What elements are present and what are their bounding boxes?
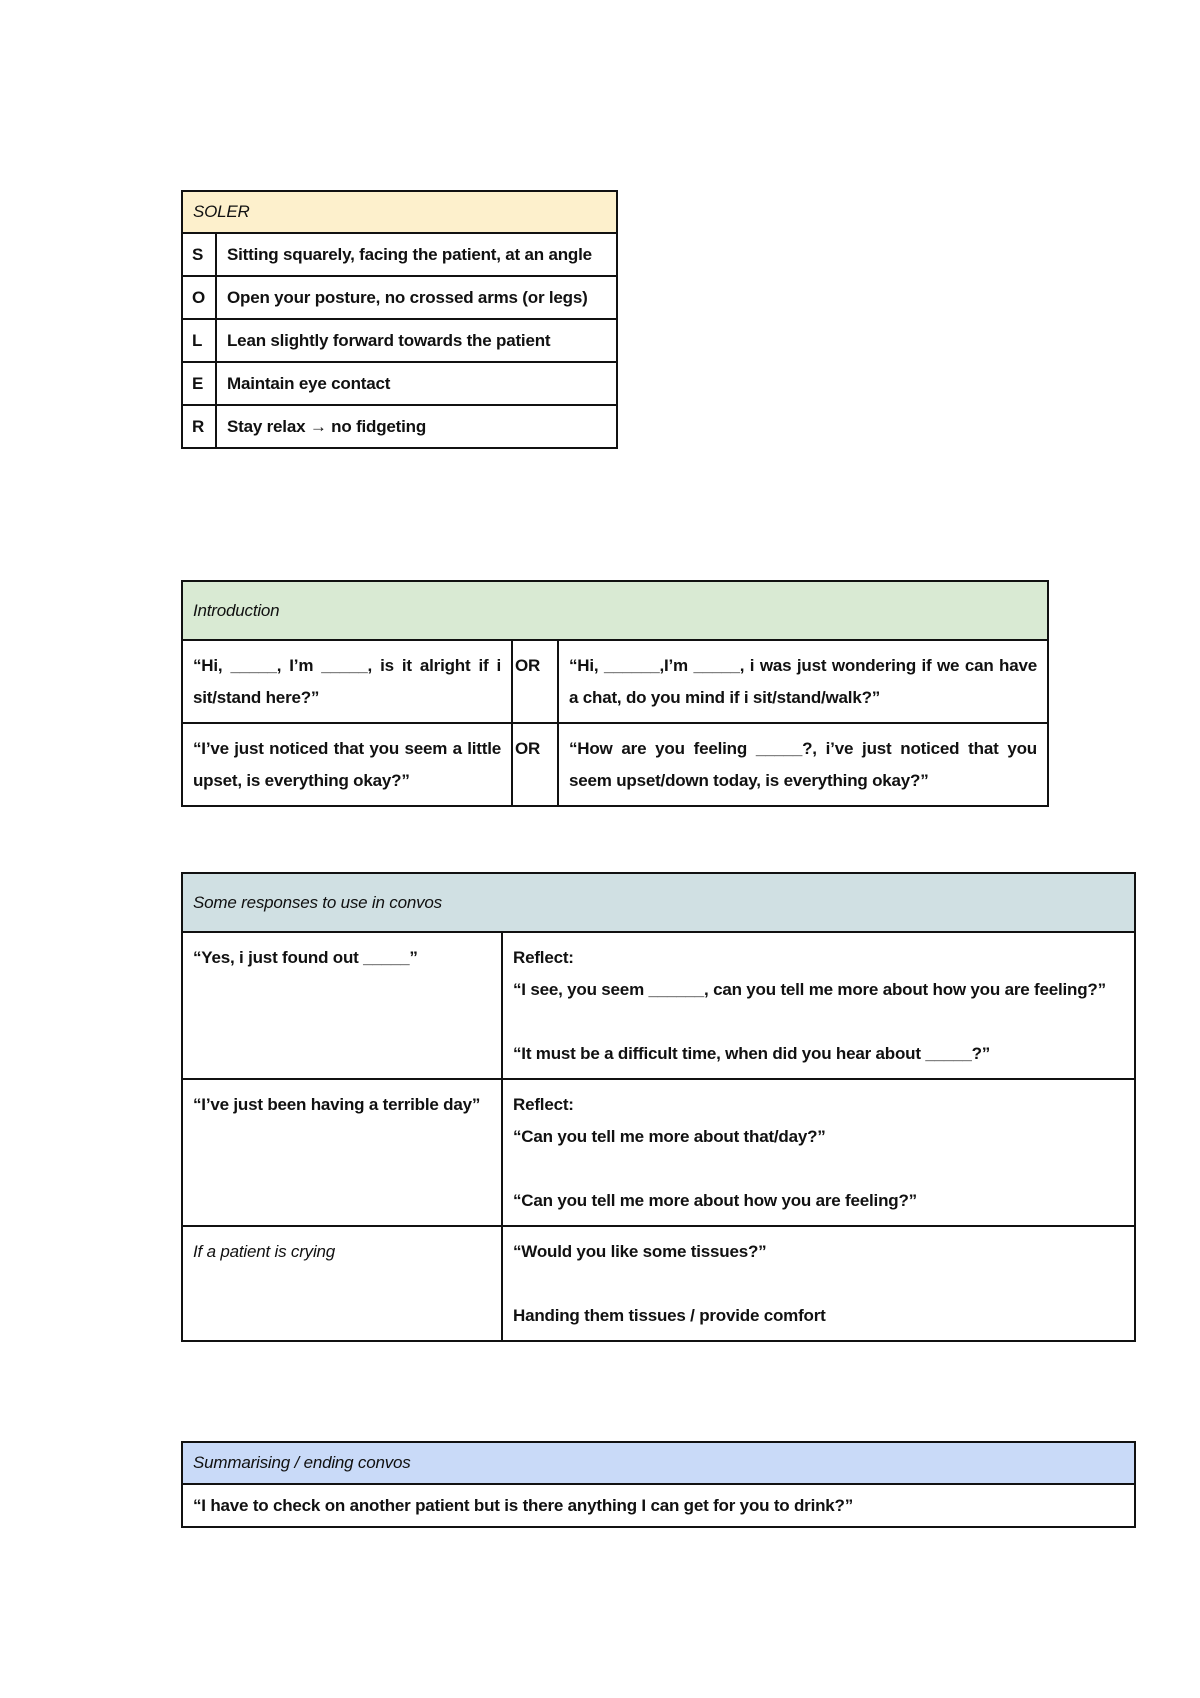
soler-header-row [182, 191, 617, 233]
introduction-row [182, 640, 1048, 723]
soler-row [182, 276, 617, 319]
summary-row [182, 1484, 1135, 1527]
response-line: “Can you tell me more about that/day?” [513, 1127, 826, 1146]
soler-letter: E [182, 362, 216, 405]
responses-header-row [182, 873, 1135, 932]
suggested-response [502, 932, 1135, 1079]
response-line: “It must be a difficult time, when did you hear about _____?” [513, 1044, 991, 1063]
responses-table [181, 872, 1136, 1342]
summary-text: “I have to check on another patient but is there anything I can get for you to drink?” [182, 1484, 1135, 1527]
introduction-right-phrase: “How are you feeling _____?, i’ve just noticed that you seem upset/down today, is everything okay?” [558, 723, 1048, 806]
introduction-header: Introduction [182, 581, 1048, 640]
introduction-left-phrase: “Hi, _____, I’m _____, is it alright if i sit/stand here?” [182, 640, 512, 723]
introduction-header-row [182, 581, 1048, 640]
response-line: Handing them tissues / provide comfort [513, 1306, 826, 1325]
response-title: Reflect: [513, 948, 574, 967]
soler-letter: R [182, 405, 216, 448]
soler-row [182, 362, 617, 405]
soler-text: Open your posture, no crossed arms (or legs) [216, 276, 617, 319]
soler-text: Maintain eye contact [216, 362, 617, 405]
introduction-row [182, 723, 1048, 806]
patient-statement: “Yes, i just found out _____” [182, 932, 502, 1079]
response-line: “Can you tell me more about how you are feeling?” [513, 1191, 917, 1210]
soler-row [182, 319, 617, 362]
summary-table [181, 1441, 1136, 1528]
soler-text: Stay relax → no fidgeting [216, 405, 617, 448]
soler-letter: O [182, 276, 216, 319]
suggested-response [502, 1079, 1135, 1226]
response-line: “I see, you seem ______, can you tell me more about how you are feeling?” [513, 980, 1106, 999]
response-row [182, 1226, 1135, 1341]
introduction-table [181, 580, 1049, 807]
soler-text: Lean slightly forward towards the patient [216, 319, 617, 362]
suggested-response [502, 1226, 1135, 1341]
response-row [182, 932, 1135, 1079]
or-label: OR [512, 723, 558, 806]
soler-row [182, 233, 617, 276]
response-line: “Would you like some tissues?” [513, 1242, 767, 1261]
or-label: OR [512, 640, 558, 723]
introduction-left-phrase: “I’ve just noticed that you seem a little upset, is everything okay?” [182, 723, 512, 806]
responses-header: Some responses to use in convos [182, 873, 1135, 932]
patient-situation: If a patient is crying [182, 1226, 502, 1341]
soler-table [181, 190, 618, 449]
summary-header: Summarising / ending convos [182, 1442, 1135, 1484]
soler-row [182, 405, 617, 448]
soler-text: Sitting squarely, facing the patient, at an angle [216, 233, 617, 276]
soler-letter: L [182, 319, 216, 362]
response-row [182, 1079, 1135, 1226]
patient-statement: “I’ve just been having a terrible day” [182, 1079, 502, 1226]
soler-header: SOLER [182, 191, 617, 233]
soler-letter: S [182, 233, 216, 276]
summary-header-row [182, 1442, 1135, 1484]
response-title: Reflect: [513, 1095, 574, 1114]
introduction-right-phrase: “Hi, ______,I’m _____, i was just wondering if we can have a chat, do you mind if i sit/stand/walk?” [558, 640, 1048, 723]
